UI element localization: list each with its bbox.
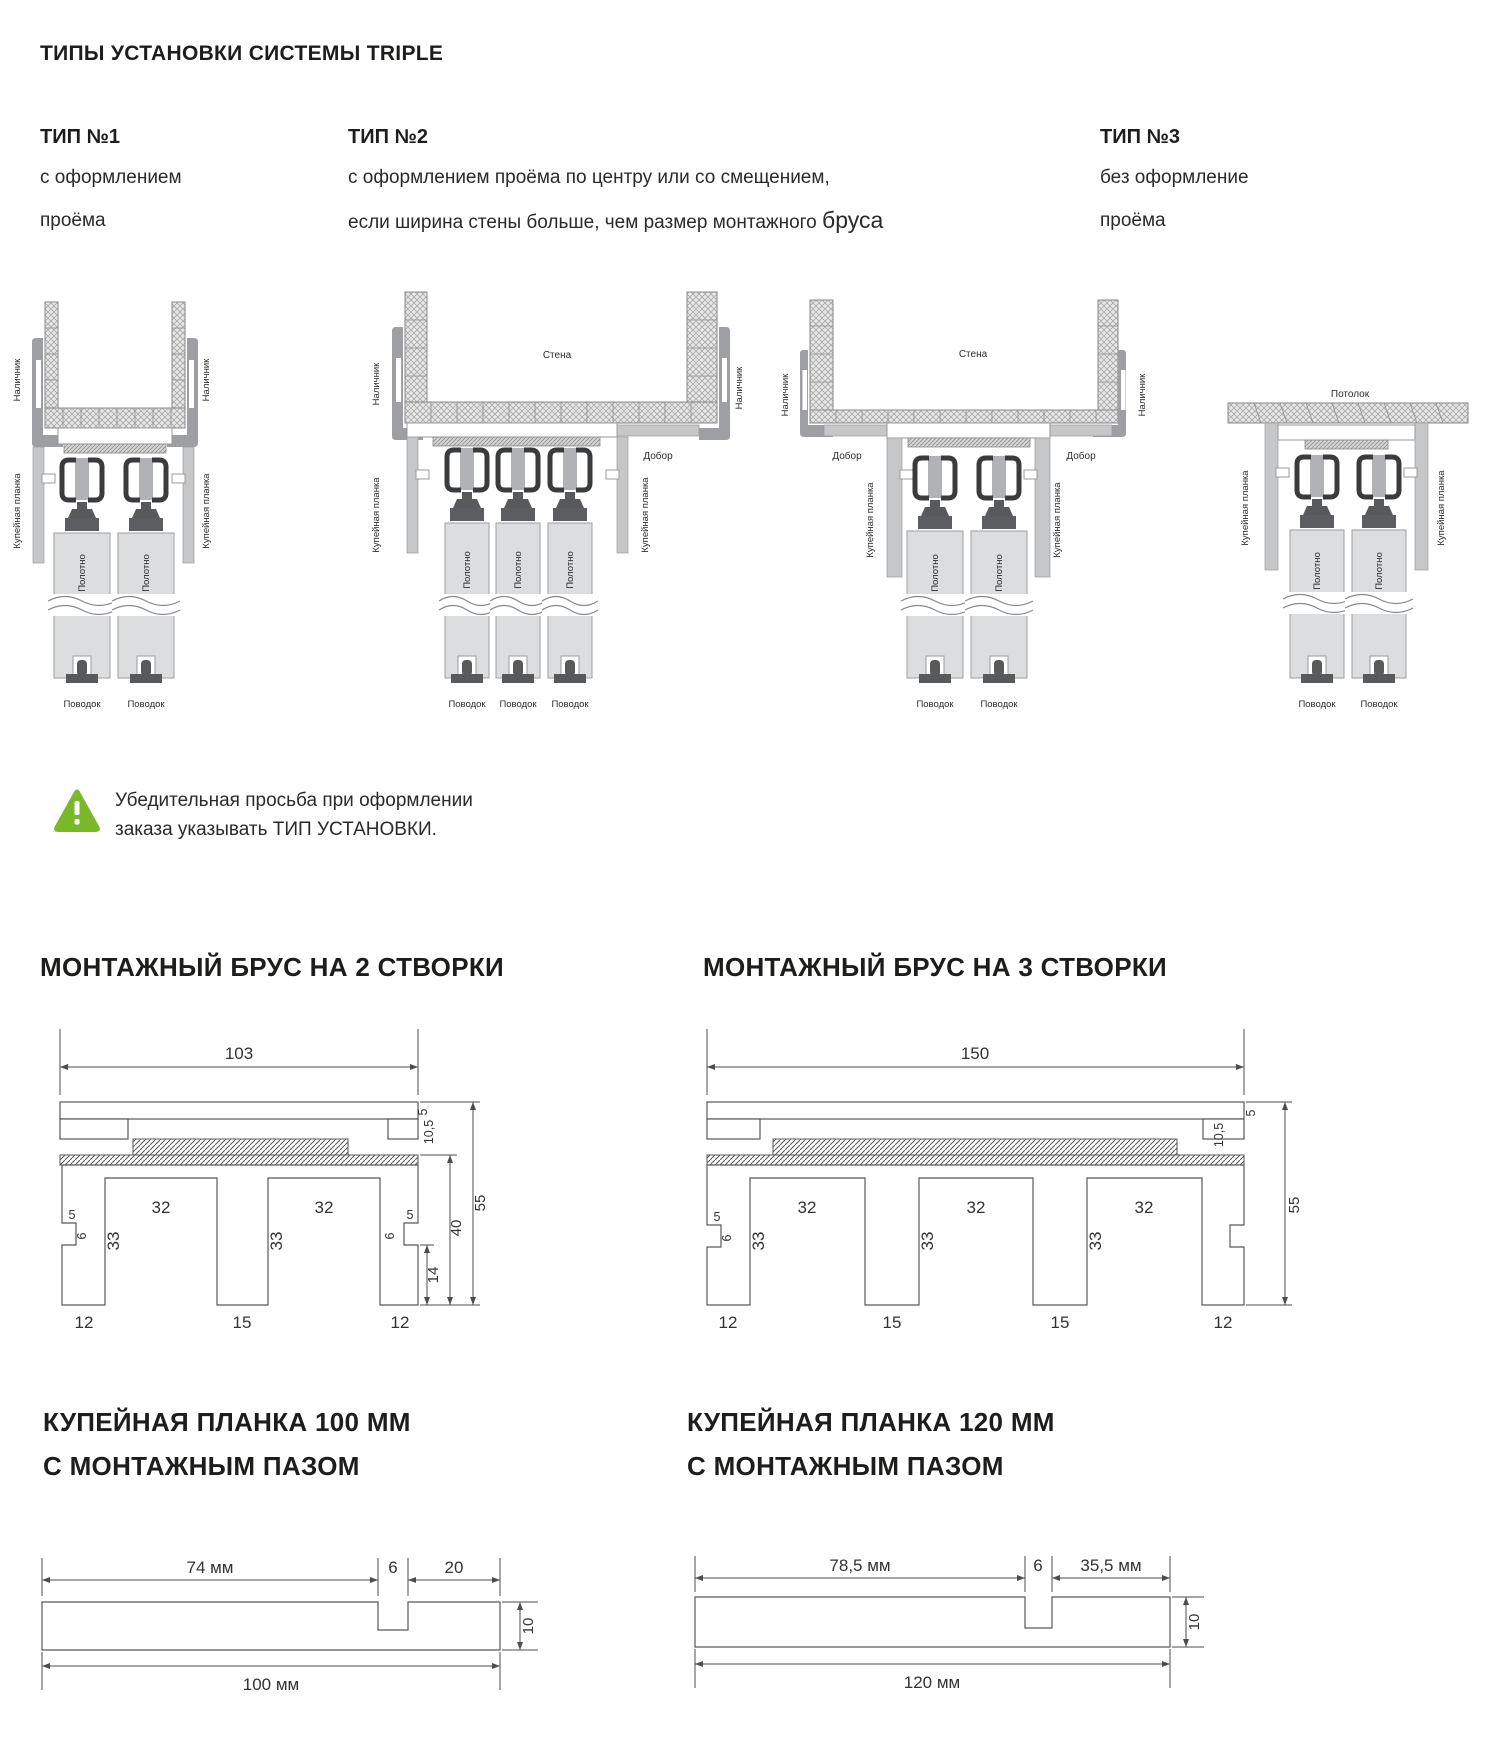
type3-name: ТИП №3 xyxy=(1100,126,1180,148)
type3-label-potolok: Потолок xyxy=(1330,389,1370,400)
planka120-profile xyxy=(695,1597,1170,1647)
type2a-label-polotno-1: Полотно xyxy=(462,551,473,589)
type2b-panels xyxy=(901,531,1033,683)
type3-desc-line1: без оформление xyxy=(1100,167,1249,188)
type1-desc xyxy=(40,156,182,242)
drawing-brus3 xyxy=(640,1025,1330,1340)
type2b-label-planka-left: Купейная планка xyxy=(865,482,876,558)
heading-planka120-line2: С МОНТАЖНЫМ ПАЗОМ xyxy=(687,1451,1004,1481)
planka100-dim-thickness xyxy=(502,1602,538,1650)
brus3-dim-width xyxy=(707,1029,1244,1095)
type2a-label-nalichnik-right: Наличник xyxy=(734,366,745,410)
warning-text xyxy=(115,786,473,844)
heading-brus2: МОНТАЖНЫЙ БРУС НА 2 СТВОРКИ xyxy=(40,952,505,982)
planka120-dim-120: 120 мм xyxy=(903,1673,961,1692)
brus2-dim-55: 55 xyxy=(472,1194,489,1212)
warning-line2: заказа указывать ТИП УСТАНОВКИ. xyxy=(115,819,437,840)
type1-label-nalichnik-right: Наличник xyxy=(201,358,212,402)
brus2-dim-103: 103 xyxy=(224,1044,254,1063)
brus2-top-plate xyxy=(60,1102,418,1165)
type1-label-polotno-1: Полотно xyxy=(77,554,88,592)
brus2-notch-h-left: 6 xyxy=(75,1232,89,1240)
brus2-dim-32-1: 32 xyxy=(151,1198,171,1217)
page-title: ТИПЫ УСТАНОВКИ СИСТЕМЫ TRIPLE xyxy=(40,42,444,65)
brus3-foot-3: 15 xyxy=(1050,1313,1070,1332)
type2b-wall xyxy=(810,300,1118,423)
type1-label-planka-right: Купейная планка xyxy=(201,473,212,549)
brus3-dims-vertical xyxy=(1246,1102,1303,1305)
type3-label-povodok-2: Поводок xyxy=(1360,699,1398,710)
brus3-profile xyxy=(707,1165,1244,1305)
type2-desc-line2 xyxy=(348,199,883,244)
brus2-foot-3: 12 xyxy=(390,1313,410,1332)
type2b-track xyxy=(887,423,1050,447)
type2a-label-povodok-2: Поводок xyxy=(499,699,537,710)
planka100-dim-20: 20 xyxy=(444,1558,464,1577)
planka120-dim-35-5: 35,5 мм xyxy=(1080,1556,1142,1575)
heading-planka120-line1: КУПЕЙНАЯ ПЛАНКА 120 ММ xyxy=(687,1407,1055,1437)
planka100-dim-100: 100 мм xyxy=(242,1675,300,1694)
heading-brus3: МОНТАЖНЫЙ БРУС НА 3 СТВОРКИ xyxy=(703,952,1168,982)
brus3-foot-2: 15 xyxy=(882,1313,902,1332)
planka100-profile xyxy=(42,1602,500,1650)
type3-label-polotno-2: Полотно xyxy=(1374,552,1385,590)
brus2-dim-33-1: 33 xyxy=(104,1231,123,1251)
brus2-dims-right-small xyxy=(416,1108,436,1144)
type2a-dobor xyxy=(617,425,699,436)
warning-line1: Убедительная просьба при оформлении xyxy=(115,790,473,811)
type2-desc-line1: с оформлением проёма по центру или со смещением, xyxy=(348,167,830,188)
brus3-dim-55: 55 xyxy=(1286,1196,1303,1214)
heading-planka100-line2: С МОНТАЖНЫМ ПАЗОМ xyxy=(43,1451,360,1481)
type1-label-povodok-2: Поводок xyxy=(127,699,165,710)
type2a-label-povodok-3: Поводок xyxy=(551,699,589,710)
planka120-dim-6: 6 xyxy=(1033,1556,1043,1575)
type2b-label-polotno-2: Полотно xyxy=(994,554,1005,592)
brus3-channel-labels xyxy=(749,1198,1153,1250)
brus3-feet-labels xyxy=(719,1313,1233,1332)
type2-desc xyxy=(348,156,883,244)
planka100-dim-total xyxy=(42,1652,500,1694)
type2a-label-stena: Стена xyxy=(542,350,572,361)
planka120-dim-total xyxy=(695,1649,1170,1692)
brus3-top-plate xyxy=(707,1102,1244,1165)
brus3-notch-h-left: 6 xyxy=(720,1234,734,1242)
drawing-planka120 xyxy=(630,1552,1210,1707)
planka100-dim-10: 10 xyxy=(520,1617,537,1635)
type1-wall xyxy=(45,302,185,428)
brus2-dim-32-2: 32 xyxy=(314,1198,334,1217)
type2b-label-dobor-left: Добор xyxy=(832,451,862,462)
brus3-dim-32-3: 32 xyxy=(1134,1198,1154,1217)
planka100-dim-74: 74 мм xyxy=(186,1558,234,1577)
type2-desc-line2b: бруса xyxy=(822,207,884,233)
brus2-notch-w-right: 5 xyxy=(406,1208,414,1222)
type2a-label-polotno-2: Полотно xyxy=(513,551,524,589)
type3-label-planka-left: Купейная планка xyxy=(1240,470,1251,546)
type2a-label-povodok-1: Поводок xyxy=(448,699,486,710)
type1-desc-line2: проёма xyxy=(40,210,106,231)
planka120-dim-thickness xyxy=(1172,1597,1204,1647)
type3-desc-line2: проёма xyxy=(1100,210,1166,231)
type2b-carriages xyxy=(915,456,1019,529)
type1-desc-line1: с оформлением xyxy=(40,167,182,188)
brus2-feet-labels xyxy=(75,1313,410,1332)
type2b-label-nalichnik-right: Наличник xyxy=(1137,373,1148,417)
type2a-panels xyxy=(439,523,598,683)
type2b-label-nalichnik-left: Наличник xyxy=(780,373,791,417)
type2b-label-povodok-2: Поводок xyxy=(980,699,1018,710)
type2a-carriages xyxy=(447,448,590,521)
heading-planka100-line1: КУПЕЙНАЯ ПЛАНКА 100 ММ xyxy=(43,1407,411,1437)
brus3-dim-33-2: 33 xyxy=(918,1231,937,1251)
brus3-foot-4: 12 xyxy=(1213,1313,1233,1332)
planka120-dims-top xyxy=(695,1556,1170,1592)
brus2-foot-2: 15 xyxy=(232,1313,252,1332)
type2b-label-povodok-1: Поводок xyxy=(916,699,954,710)
planka120-dim-10: 10 xyxy=(1186,1613,1203,1631)
brus2-foot-1: 12 xyxy=(74,1313,94,1332)
type2a-track xyxy=(407,423,617,446)
diagram-type2-centered xyxy=(708,258,1158,713)
brus3-dim-10-5: 10,5 xyxy=(1212,1122,1226,1148)
type2b-label-dobor-right: Добор xyxy=(1066,451,1096,462)
type1-panels xyxy=(48,533,180,683)
brus2-dim-40: 40 xyxy=(448,1219,465,1237)
type3-ceiling xyxy=(1228,403,1468,423)
type3-desc xyxy=(1100,156,1249,242)
type2a-label-nalichnik-left: Наличник xyxy=(371,362,382,406)
type2a-label-dobor: Добор xyxy=(643,451,673,462)
diagram-type3 xyxy=(1210,258,1490,713)
type1-name: ТИП №1 xyxy=(40,126,120,148)
brus3-dim-32-2: 32 xyxy=(966,1198,986,1217)
type2a-label-polotno-3: Полотно xyxy=(565,551,576,589)
type2b-label-polotno-1: Полотно xyxy=(930,554,941,592)
type1-label-povodok-1: Поводок xyxy=(63,699,101,710)
brus2-dim-width xyxy=(60,1029,418,1095)
drawing-brus2 xyxy=(30,1025,510,1340)
drawing-planka100 xyxy=(30,1552,545,1707)
type1-label-planka-left: Купейная планка xyxy=(12,473,23,549)
type1-track xyxy=(58,428,172,453)
brus3-foot-1: 12 xyxy=(718,1313,738,1332)
planka100-dims-top xyxy=(42,1558,500,1596)
type2a-label-planka-left: Купейная планка xyxy=(371,477,382,553)
brus2-notch-h-right: 6 xyxy=(383,1232,397,1240)
brus3-dim-5-top: 5 xyxy=(1244,1109,1258,1117)
type3-label-povodok-1: Поводок xyxy=(1298,699,1336,710)
type2-desc-line2a: если ширина стены больше, чем размер монтажного xyxy=(348,212,823,233)
type2-name: ТИП №2 xyxy=(348,126,428,148)
brus2-dim-10-5: 10,5 xyxy=(422,1119,436,1145)
diagram-type1 xyxy=(6,258,218,713)
type2a-label-planka-right: Купейная планка xyxy=(640,477,651,553)
warning-triangle-icon xyxy=(52,786,102,836)
brus2-dim-33-2: 33 xyxy=(267,1231,286,1251)
brus2-notch-w-left: 5 xyxy=(68,1208,76,1222)
type2b-label-stena: Стена xyxy=(958,349,988,360)
heading-planka100 xyxy=(43,1400,411,1488)
diagram-type2-offset xyxy=(333,258,765,713)
brus3-notch-w-left: 5 xyxy=(713,1210,721,1224)
type1-carriages xyxy=(62,458,166,531)
brus2-dim-14: 14 xyxy=(425,1266,442,1284)
type1-label-polotno-2: Полотно xyxy=(141,554,152,592)
planka120-dim-78-5: 78,5 мм xyxy=(829,1556,891,1575)
planka100-dim-6: 6 xyxy=(388,1558,398,1577)
type3-label-polotno-1: Полотно xyxy=(1312,552,1323,590)
brus3-dim-150: 150 xyxy=(960,1044,990,1063)
type3-carriages xyxy=(1297,455,1399,528)
type2b-label-planka-right: Купейная планка xyxy=(1052,482,1063,558)
brus2-dim-5-top: 5 xyxy=(416,1108,430,1116)
type3-panels xyxy=(1283,530,1413,683)
brus3-dim-33-1: 33 xyxy=(749,1231,768,1251)
type3-label-planka-right: Купейная планка xyxy=(1436,470,1447,546)
brus3-dim-32-1: 32 xyxy=(797,1198,817,1217)
type1-label-nalichnik-left: Наличник xyxy=(12,358,23,402)
brus3-dim-33-3: 33 xyxy=(1086,1231,1105,1251)
heading-planka120 xyxy=(687,1400,1055,1488)
